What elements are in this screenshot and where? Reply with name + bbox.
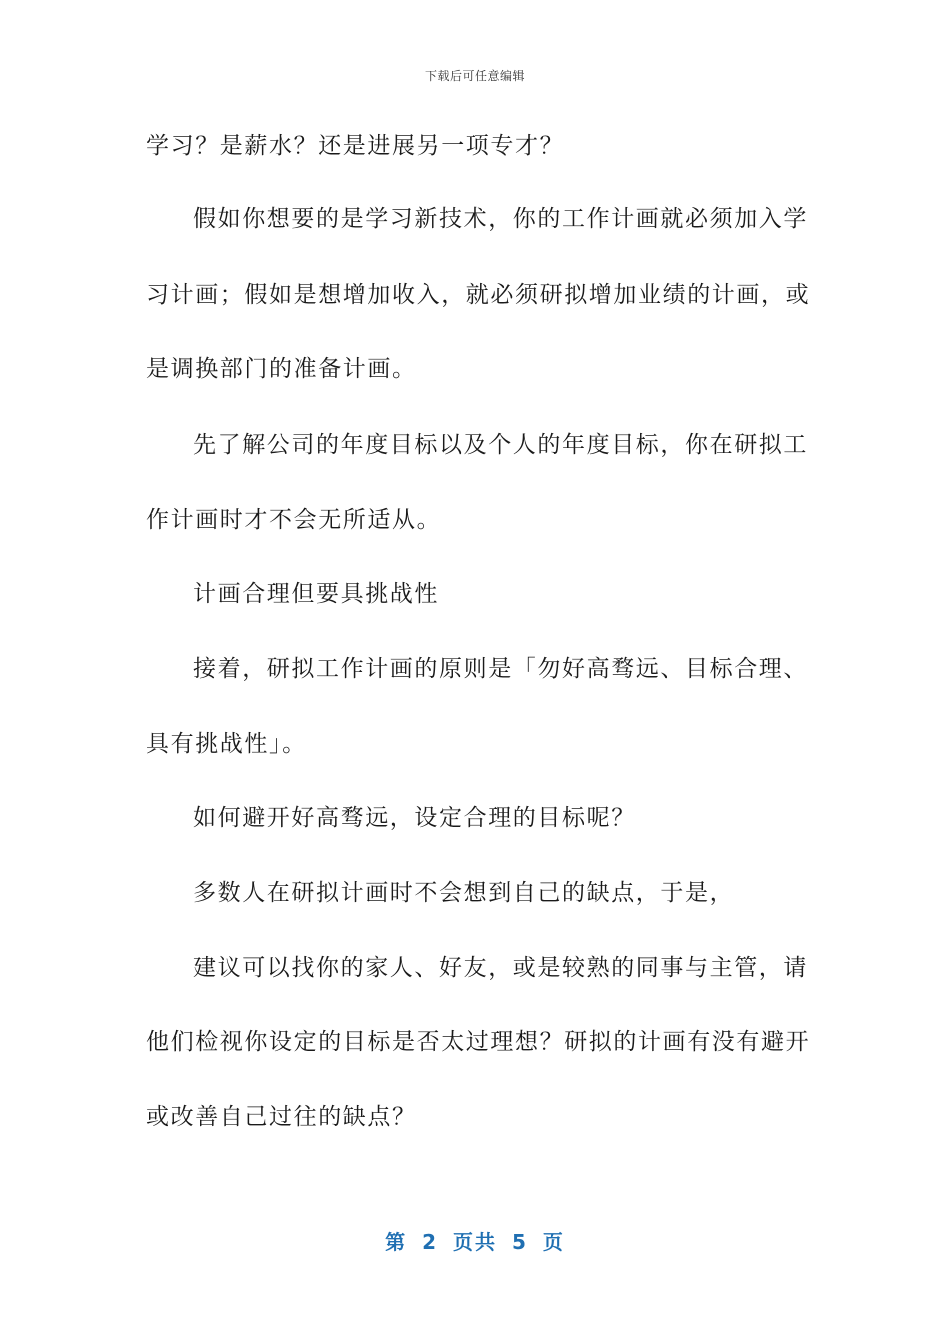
body-line: 作计画时才不会无所适从。 (146, 507, 442, 533)
header-note: 下载后可任意编辑 (424, 69, 525, 83)
body-line: 建议可以找你的家人、好友，或是较熟的同事与主管，请 (193, 955, 808, 981)
body-line: 学习？是薪水？还是进展另一项专才？ (146, 133, 565, 159)
body-line: 具有挑战性」。 (146, 731, 307, 757)
body-line: 他们检视你设定的目标是否太过理想？研拟的计画有没有避开 (146, 1029, 811, 1055)
body-line: 多数人在研拟计画时不会想到自己的缺点，于是， (193, 880, 735, 906)
body-line: 或改善自己过往的缺点？ (146, 1104, 417, 1130)
body-line: 习计画；假如是想增加收入，就必须研拟增加业绩的计画，或 (146, 282, 811, 308)
page-number: 第 2 页共 5 页 (385, 1230, 565, 1254)
section-heading: 计画合理但要具挑战性 (193, 581, 439, 607)
body-line: 是调换部门的准备计画。 (146, 356, 417, 382)
body-line: 假如你想要的是学习新技术，你的工作计画就必须加入学 (193, 206, 808, 232)
body-line: 如何避开好高骛远，设定合理的目标呢？ (193, 805, 636, 831)
body-line: 接着，研拟工作计画的原则是「勿好高骛远、目标合理、 (193, 656, 808, 682)
body-line: 先了解公司的年度目标以及个人的年度目标，你在研拟工 (193, 432, 808, 458)
